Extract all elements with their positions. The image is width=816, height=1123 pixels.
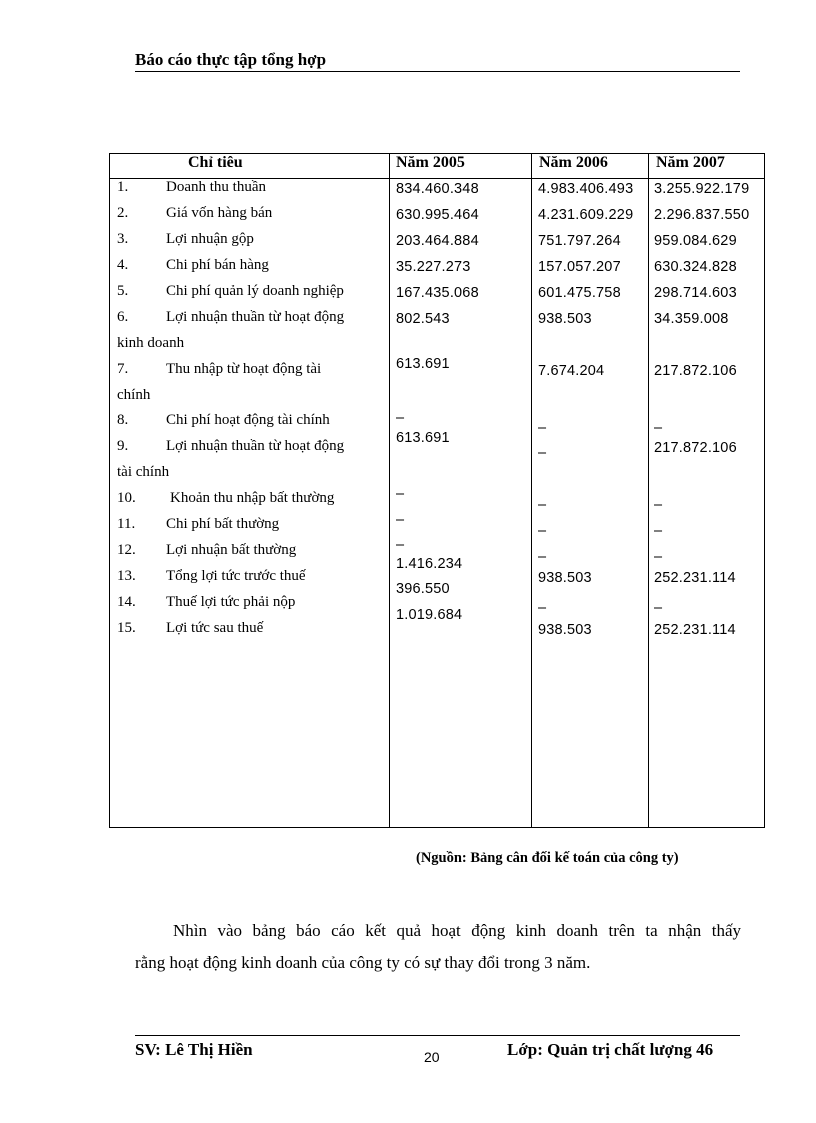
value-2007: 630.324.828 [654,259,737,275]
row-number: 4. [117,257,129,273]
value-2007: 3.255.922.179 [654,181,750,197]
row-number: 1. [117,179,129,195]
value-2007: – [654,600,663,616]
header-title: Báo cáo thực tập tổng hợp [135,50,327,69]
row-label: Khoản thu nhập bất thường [170,490,335,506]
body-paragraph [135,915,741,979]
row-label: Tổng lợi tức trước thuế [166,568,306,584]
value-2005: 834.460.348 [396,181,479,197]
value-2006: 938.503 [538,311,592,327]
value-2005: 613.691 [396,430,450,446]
row-label: Lợi nhuận thuần từ hoạt động [166,309,345,325]
value-2007: 298.714.603 [654,285,737,301]
header-rule [135,71,740,72]
value-2007: – [654,420,663,436]
row-label: Thuế lợi tức phải nộp [166,594,296,610]
row-number: 12. [117,542,136,558]
row-label: Thu nhập từ hoạt động tài [166,361,322,377]
value-2007: 252.231.114 [654,570,736,586]
paragraph-line-1: Nhìn vào bảng báo cáo kết quả hoạt động kinh doanh trên ta nhận thấy [173,921,741,940]
source-note: (Nguồn: Bảng cân đối kế toán của công ty) [416,850,679,866]
row-number: 6. [117,309,129,325]
value-2007: – [654,549,663,565]
column-header-2007: Năm 2007 [656,154,725,171]
value-2005: – [396,512,405,528]
value-2006: 938.503 [538,622,592,638]
value-2005: 203.464.884 [396,233,479,249]
value-2006: – [538,445,547,461]
value-2006: 157.057.207 [538,259,621,275]
row-label-continued: chính [117,387,151,403]
table-col-divider-2 [531,154,532,827]
value-2005: 35.227.273 [396,259,471,275]
value-2007: 2.296.837.550 [654,207,750,223]
row-label: Chi phí bất thường [166,516,280,532]
row-label: Giá vốn hàng bán [166,205,273,221]
value-2007: 252.231.114 [654,622,736,638]
value-2007: – [654,523,663,539]
value-2005: 167.435.068 [396,285,479,301]
value-2005: – [396,537,405,553]
value-2005: 630.995.464 [396,207,479,223]
column-header-2006: Năm 2006 [539,154,608,171]
column-header-indicator: Chỉ tiêu [188,154,243,171]
row-label: Lợi nhuận bất thường [166,542,297,558]
row-number: 9. [117,438,129,454]
class-name: Lớp: Quản trị chất lượng 46 [507,1040,714,1059]
row-number: 15. [117,620,136,636]
page-number: 20 [424,1049,440,1065]
value-2005: – [396,486,405,502]
value-2005: 613.691 [396,356,450,372]
value-2006: – [538,523,547,539]
row-label: Doanh thu thuần [166,179,266,195]
row-number: 8. [117,412,129,428]
value-2006: – [538,600,547,616]
value-2006: 751.797.264 [538,233,621,249]
value-2006: 7.674.204 [538,363,605,379]
value-2005: 396.550 [396,581,450,597]
row-number: 14. [117,594,136,610]
row-label: Chi phí bán hàng [166,257,269,273]
value-2006: – [538,497,547,513]
row-number: 5. [117,283,129,299]
value-2006: 4.231.609.229 [538,207,634,223]
row-number: 7. [117,361,129,377]
value-2007: 217.872.106 [654,440,737,456]
row-number: 13. [117,568,136,584]
row-label: Chi phí quản lý doanh nghiệp [166,283,344,299]
row-label: Lợi nhuận gộp [166,231,254,247]
value-2006: 938.503 [538,570,592,586]
value-2007: 34.359.008 [654,311,729,327]
value-2005: – [396,410,405,426]
row-label: Lợi nhuận thuần từ hoạt động [166,438,345,454]
column-header-2005: Năm 2005 [396,154,465,171]
row-label-continued: tài chính [117,464,170,480]
value-2007: 217.872.106 [654,363,737,379]
student-name: SV: Lê Thị Hiền [135,1040,253,1059]
footer-rule [135,1035,740,1036]
value-2007: – [654,497,663,513]
row-number: 11. [117,516,136,532]
value-2007: 959.084.629 [654,233,737,249]
paragraph-line-2: rằng hoạt động kinh doanh của công ty có sự thay đổi trong 3 năm. [135,953,591,972]
row-label: Chi phí hoạt động tài chính [166,412,330,428]
row-number: 2. [117,205,129,221]
value-2005: 1.019.684 [396,607,463,623]
table-col-divider-3 [648,154,649,827]
value-2006: 601.475.758 [538,285,621,301]
table-col-divider-1 [389,154,390,827]
value-2006: 4.983.406.493 [538,181,634,197]
row-label-continued: kinh doanh [117,335,185,351]
row-label: Lợi tức sau thuế [166,620,264,636]
row-number: 10. [117,490,136,506]
row-number: 3. [117,231,129,247]
value-2005: 802.543 [396,311,450,327]
value-2006: – [538,549,547,565]
value-2006: – [538,420,547,436]
value-2005: 1.416.234 [396,556,463,572]
